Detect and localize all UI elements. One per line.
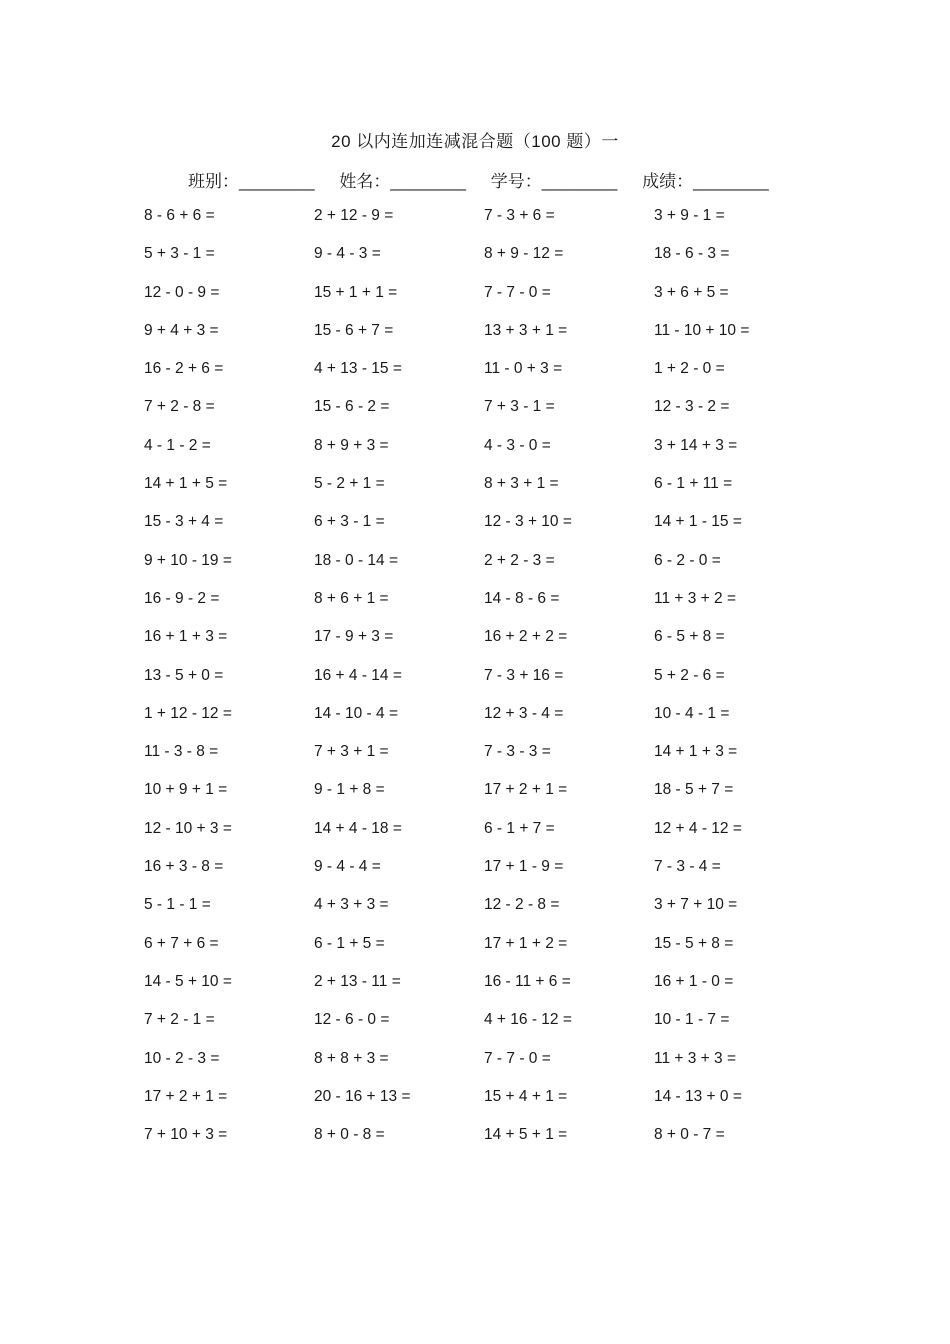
- math-problem: 6 - 5 + 8 =: [654, 628, 725, 646]
- math-problem: 6 + 3 - 1 =: [314, 513, 385, 531]
- math-problem: 7 + 3 - 1 =: [484, 398, 555, 416]
- math-problem: 14 + 1 + 3 =: [654, 743, 738, 761]
- math-problem: 11 + 3 + 3 =: [654, 1049, 737, 1067]
- problem-row: [144, 780, 824, 818]
- math-problem: 20 - 16 + 13 =: [314, 1087, 411, 1105]
- math-problem: 12 + 3 - 4 =: [484, 704, 564, 722]
- math-problem: 7 - 3 + 16 =: [484, 666, 564, 684]
- math-problem: 17 + 1 - 9 =: [484, 858, 564, 876]
- math-problem: 15 - 6 - 2 =: [314, 398, 390, 416]
- math-problem: 6 + 7 + 6 =: [144, 934, 219, 952]
- problem-row: [144, 704, 824, 742]
- math-problem: 9 - 1 + 8 =: [314, 781, 385, 799]
- name-blank: ________: [390, 172, 467, 191]
- math-problem: 1 + 2 - 0 =: [654, 360, 725, 378]
- class-blank: ________: [239, 172, 315, 191]
- problem-row: [144, 895, 824, 933]
- worksheet-title: 20 以内连加连减混合题（100 题）一: [331, 132, 619, 151]
- problem-row: [144, 1125, 824, 1163]
- math-problem: 17 + 1 + 2 =: [484, 934, 568, 952]
- math-problem: 15 + 4 + 1 =: [484, 1087, 568, 1105]
- math-problem: 16 + 1 - 0 =: [654, 972, 734, 990]
- problem-grid: [144, 206, 824, 1163]
- math-problem: 7 - 7 - 0 =: [484, 283, 551, 301]
- math-problem: 14 + 1 - 15 =: [654, 513, 742, 531]
- problem-row: [144, 1010, 824, 1048]
- math-problem: 12 - 3 - 2 =: [654, 398, 730, 416]
- math-problem: 12 - 6 - 0 =: [314, 1011, 390, 1029]
- problem-row: [144, 666, 824, 704]
- math-problem: 7 - 3 - 3 =: [484, 743, 551, 761]
- math-problem: 14 + 5 + 1 =: [484, 1126, 568, 1144]
- math-problem: 8 + 0 - 7 =: [654, 1126, 725, 1144]
- problem-row: [144, 857, 824, 895]
- math-problem: 13 - 5 + 0 =: [144, 666, 224, 684]
- math-problem: 16 + 4 - 14 =: [314, 666, 402, 684]
- math-problem: 16 + 2 + 2 =: [484, 628, 568, 646]
- problem-row: [144, 1049, 824, 1087]
- math-problem: 2 + 2 - 3 =: [484, 551, 555, 569]
- student-number-field: [491, 167, 618, 192]
- math-problem: 8 + 0 - 8 =: [314, 1126, 385, 1144]
- math-problem: 6 - 1 + 5 =: [314, 934, 385, 952]
- problem-row: [144, 627, 824, 665]
- math-problem: 3 + 14 + 3 =: [654, 436, 738, 454]
- math-problem: 6 - 1 + 11 =: [654, 475, 733, 493]
- problem-row: [144, 359, 824, 397]
- name-field: [339, 167, 466, 192]
- math-problem: 14 - 8 - 6 =: [484, 589, 560, 607]
- math-problem: 7 - 7 - 0 =: [484, 1049, 551, 1067]
- math-problem: 4 + 16 - 12 =: [484, 1011, 572, 1029]
- math-problem: 5 + 2 - 6 =: [654, 666, 725, 684]
- math-problem: 4 + 3 + 3 =: [314, 896, 389, 914]
- math-problem: 6 - 1 + 7 =: [484, 819, 555, 837]
- student-number-blank: ________: [541, 172, 618, 191]
- math-problem: 13 + 3 + 1 =: [484, 321, 568, 339]
- score-blank: ________: [693, 172, 769, 191]
- math-problem: 6 - 2 - 0 =: [654, 551, 721, 569]
- math-problem: 10 - 2 - 3 =: [144, 1049, 220, 1067]
- math-problem: 16 - 9 - 2 =: [144, 589, 220, 607]
- math-problem: 4 - 1 - 2 =: [144, 436, 211, 454]
- problem-row: [144, 206, 824, 244]
- problem-row: [144, 397, 824, 435]
- math-problem: 7 + 3 + 1 =: [314, 743, 389, 761]
- problem-row: [144, 742, 824, 780]
- problem-row: [144, 321, 824, 359]
- math-problem: 9 + 10 - 19 =: [144, 551, 232, 569]
- math-problem: 12 + 4 - 12 =: [654, 819, 742, 837]
- math-problem: 12 - 2 - 8 =: [484, 896, 560, 914]
- math-problem: 2 + 12 - 9 =: [314, 207, 394, 224]
- math-problem: 11 - 10 + 10 =: [654, 321, 750, 339]
- math-problem: 9 - 4 - 3 =: [314, 245, 381, 263]
- math-problem: 8 + 8 + 3 =: [314, 1049, 389, 1067]
- math-problem: 8 + 9 + 3 =: [314, 436, 389, 454]
- math-problem: 16 + 3 - 8 =: [144, 858, 224, 876]
- problem-row: [144, 551, 824, 589]
- math-problem: 15 - 3 + 4 =: [144, 513, 224, 531]
- math-problem: 7 + 2 - 8 =: [144, 398, 215, 416]
- math-problem: 14 + 1 + 5 =: [144, 475, 228, 493]
- problem-row: [144, 283, 824, 321]
- math-problem: 8 + 9 - 12 =: [484, 245, 564, 263]
- math-problem: 8 - 6 + 6 =: [144, 207, 215, 224]
- math-problem: 10 - 1 - 7 =: [654, 1011, 730, 1029]
- math-problem: 18 - 0 - 14 =: [314, 551, 399, 569]
- math-problem: 4 + 13 - 15 =: [314, 360, 402, 378]
- score-field: [642, 167, 769, 192]
- math-problem: 17 + 2 + 1 =: [144, 1087, 228, 1105]
- problem-row: [144, 436, 824, 474]
- math-problem: 8 + 6 + 1 =: [314, 589, 389, 607]
- math-problem: 16 - 11 + 6 =: [484, 972, 571, 990]
- math-problem: 9 + 4 + 3 =: [144, 321, 219, 339]
- math-problem: 10 - 4 - 1 =: [654, 704, 730, 722]
- math-problem: 18 - 6 - 3 =: [654, 245, 730, 263]
- math-problem: 14 + 4 - 18 =: [314, 819, 402, 837]
- name-label: 姓名：: [339, 172, 391, 191]
- problem-row: [144, 589, 824, 627]
- math-problem: 5 - 1 - 1 =: [144, 896, 211, 914]
- math-problem: 3 + 6 + 5 =: [654, 283, 729, 301]
- math-problem: 7 + 10 + 3 =: [144, 1126, 228, 1144]
- math-problem: 10 + 9 + 1 =: [144, 781, 228, 799]
- math-problem: 14 - 10 - 4 =: [314, 704, 399, 722]
- math-problem: 5 - 2 + 1 =: [314, 475, 385, 493]
- problem-row: [144, 244, 824, 282]
- math-problem: 14 - 5 + 10 =: [144, 972, 232, 990]
- math-problem: 9 - 4 - 4 =: [314, 858, 381, 876]
- math-problem: 8 + 3 + 1 =: [484, 475, 559, 493]
- math-problem: 17 - 9 + 3 =: [314, 628, 394, 646]
- math-problem: 5 + 3 - 1 =: [144, 245, 215, 263]
- score-label: 成绩：: [642, 172, 694, 191]
- problem-row: [144, 512, 824, 550]
- math-problem: 2 + 13 - 11 =: [314, 972, 401, 990]
- math-problem: 3 + 9 - 1 =: [654, 207, 725, 224]
- student-number-label: 学号：: [490, 172, 542, 191]
- math-problem: 16 + 1 + 3 =: [144, 628, 228, 646]
- math-problem: 14 - 13 + 0 =: [654, 1087, 742, 1105]
- math-problem: 17 + 2 + 1 =: [484, 781, 568, 799]
- class-field: [188, 167, 315, 192]
- problem-row: [144, 972, 824, 1010]
- problem-row: [144, 819, 824, 857]
- math-problem: 7 + 2 - 1 =: [144, 1011, 215, 1029]
- math-problem: 15 - 6 + 7 =: [314, 321, 394, 339]
- math-problem: 12 - 3 + 10 =: [484, 513, 572, 531]
- math-problem: 12 - 0 - 9 =: [144, 283, 220, 301]
- math-problem: 11 + 3 + 2 =: [654, 589, 737, 607]
- math-problem: 3 + 7 + 10 =: [654, 896, 738, 914]
- problem-row: [144, 1087, 824, 1125]
- math-problem: 11 - 0 + 3 =: [484, 360, 563, 378]
- math-problem: 1 + 12 - 12 =: [144, 704, 232, 722]
- math-problem: 7 - 3 - 4 =: [654, 858, 721, 876]
- math-problem: 16 - 2 + 6 =: [144, 360, 224, 378]
- student-info-row: [188, 167, 789, 192]
- math-problem: 15 + 1 + 1 =: [314, 283, 398, 301]
- math-problem: 18 - 5 + 7 =: [654, 781, 734, 799]
- class-label: 班别：: [188, 172, 239, 191]
- math-problem: 7 - 3 + 6 =: [484, 207, 555, 224]
- problem-row: [144, 474, 824, 512]
- math-problem: 11 - 3 - 8 =: [144, 743, 219, 761]
- math-problem: 15 - 5 + 8 =: [654, 934, 734, 952]
- math-problem: 12 - 10 + 3 =: [144, 819, 232, 837]
- math-problem: 4 - 3 - 0 =: [484, 436, 551, 454]
- problem-row: [144, 934, 824, 972]
